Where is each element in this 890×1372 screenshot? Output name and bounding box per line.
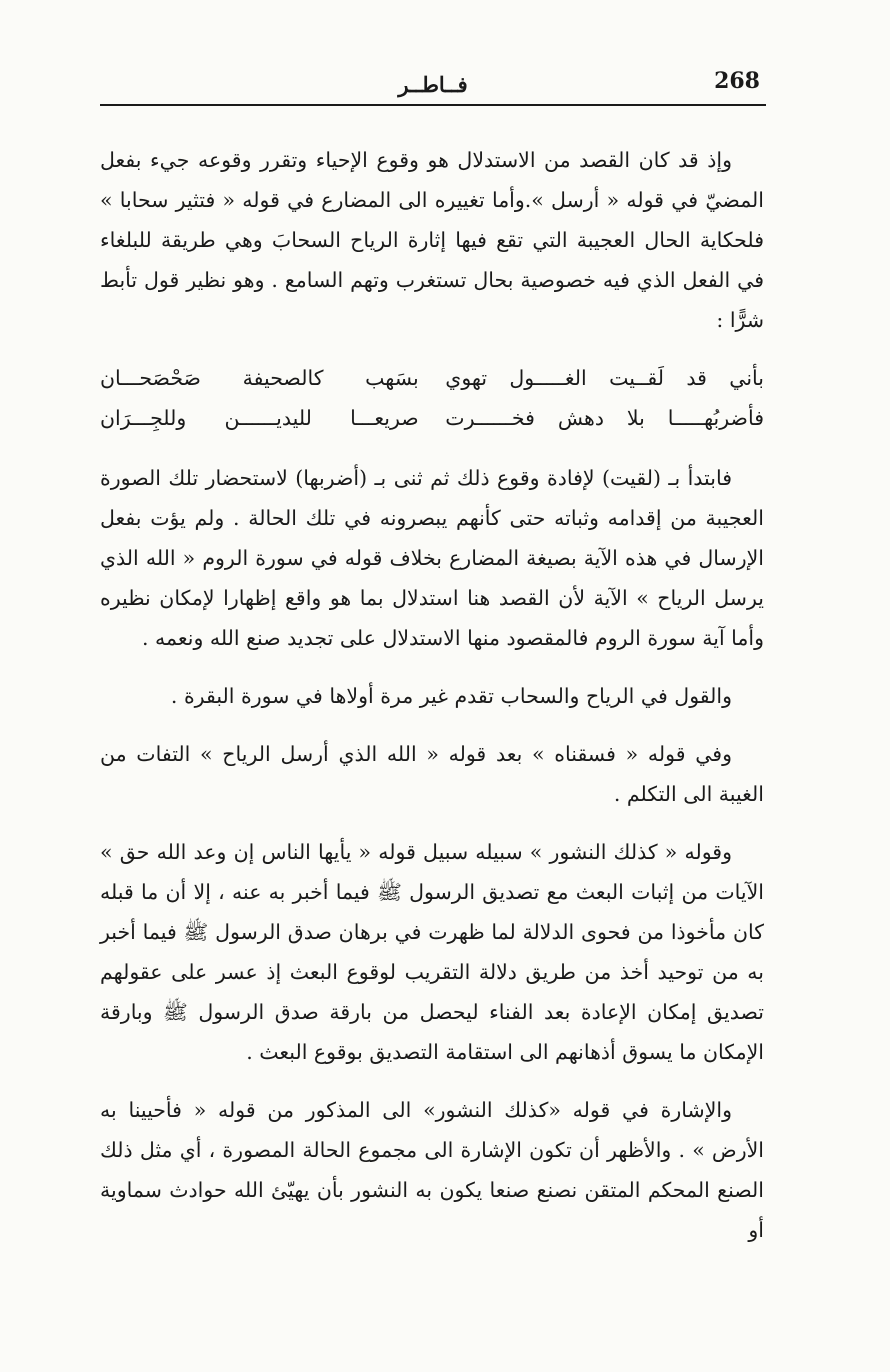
verse: [100, 358, 764, 398]
paragraph: وقوله « كذلك النشور » سبيله سبيل قوله « يأيها الناس إن وعد الله حق » الآيات من إثبات البعث مع تصديق الرسول ﷺ فيما أخبر به عنه ، إلا أن ما قبله كان مأخوذا من فحوى الدلالة لما ظهرت في برهان صدق الرسول ﷺ فيما أخبر به من توحيد أخذ من طريق دلالة التقريب لوقوع البعث إذ عسر على عقولهم تصديق إمكان الإعادة بعد الفناء ليحصل من بارقة صدق الرسول ﷺ وبارقة الإمكان ما يسوق أذهانهم الى استقامة التصديق بوقوع البعث .: [100, 840, 764, 1064]
page-number: 268: [714, 68, 760, 94]
paragraph: فابتدأ بـ (لقيت) لإفادة وقوع ذلك ثم ثنى بـ (أضربها) لاستحضار تلك الصورة العجيبة من إقدامه وثباته حتى كأنهم يبصرونه في تلك الحالة . ولم يؤت بفعل الإرسال في هذه الآية بصيغة المضارع بخلاف قوله في سورة الروم « الله الذي يرسل الرياح » الآية لأن القصد هنا استدلال بما هو واقع إظهارا لإمكان نظيره وأما آية سورة الروم فالمقصود منها الاستدلال على تجديد صنع الله ونعمه .: [100, 466, 764, 650]
verse-first-hemistich: بأني قد لَقــيت الغـــــول تهوي: [445, 366, 764, 390]
running-title: فــاطــر: [398, 72, 468, 97]
paragraph: والإشارة في قوله «كذلك النشور» الى المذكور من قوله « فأحيينا به الأرض » . والأظهر أن تكون الإشارة الى مجموع الحالة المصورة ، أي مثل ذلك الصنع المحكم المتقن نصنع صنعا يكون به النشور بأن يهيّئ الله حوادث سماوية أو: [100, 1098, 764, 1242]
paragraph: والقول في الرياح والسحاب تقدم غير مرة أولاها في سورة البقرة .: [170, 684, 732, 708]
verse-second-hemistich: بسَهب كالصحيفة صَحْصَحـــان: [100, 366, 419, 390]
paragraph: وإذ قد كان القصد من الاستدلال هو وقوع الإحياء وتقرر وقوعه جيء بفعل المضيّ في قوله « أرسل ».وأما تغييره الى المضارع في قوله « فتثير سحابا » فلحكاية الحال العجيبة التي تقع فيها إثارة الرياح السحابَ وهي طريقة للبلغاء في الفعل الذي فيه خصوصية بحال تستغرب وتهم السامع . وهو نظير قول تأبط شرًّا :: [100, 148, 764, 332]
page-body: [100, 140, 764, 1268]
verse-first-hemistich: فأضربُهـــــا بلا دهش فخــــــرت: [445, 406, 764, 430]
poem: [100, 358, 764, 438]
verse: [100, 398, 764, 438]
paragraph: وفي قوله « فسقناه » بعد قوله « الله الذي أرسل الرياح » التفات من الغيبة الى التكلم .: [100, 742, 764, 806]
verse-second-hemistich: صريعـــا لليديــــــن وللجِـــرَان: [100, 406, 419, 430]
page-header: [100, 62, 766, 106]
